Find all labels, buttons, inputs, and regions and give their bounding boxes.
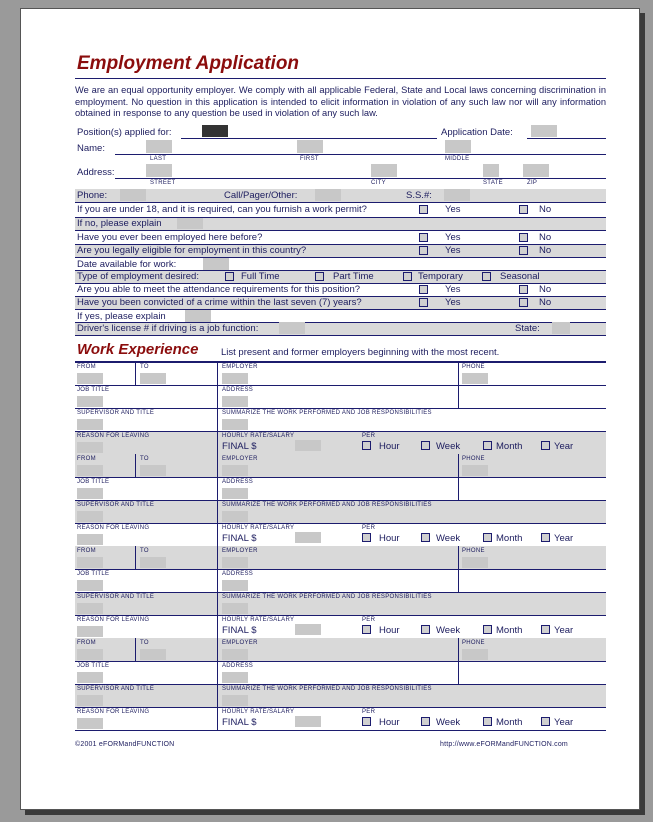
driver-rule (75, 335, 606, 336)
work-col-divider (458, 546, 459, 592)
to-label: TO (140, 456, 149, 462)
reason-label: REASON FOR LEAVING (77, 709, 150, 715)
rate-label: HOURLY RATE/SALARY (222, 709, 295, 715)
work-row-rule (75, 615, 606, 616)
week-label: Week (436, 717, 461, 728)
work-row-rule (75, 385, 606, 386)
month-label: Month (496, 625, 523, 636)
first-name-field[interactable] (297, 140, 323, 153)
employer-label: EMPLOYER (222, 548, 258, 554)
per-hour-checkbox[interactable] (362, 625, 371, 634)
to-field[interactable] (140, 373, 166, 384)
convicted-no-checkbox[interactable] (519, 298, 528, 307)
footer-copyright: ©2001 eFORMandFUNCTION (75, 741, 175, 748)
yes-label: Yes (445, 245, 461, 256)
no-label: No (539, 204, 552, 215)
week-label: Week (436, 533, 461, 544)
driver-label: Driver's license # if driving is a job function: (77, 323, 259, 334)
summarize-field[interactable] (222, 695, 248, 706)
date-avail-label: Date available for work: (77, 259, 177, 270)
month-label: Month (496, 441, 523, 452)
final-rate-field[interactable] (295, 532, 321, 543)
street-caption: STREET (150, 180, 176, 186)
work-row-rule (75, 477, 606, 478)
full-time-label: Full Time (241, 271, 280, 282)
work-col-divider (135, 546, 136, 569)
summarize-field[interactable] (222, 603, 248, 614)
footer-url[interactable]: http://www.eFORMandFUNCTION.com (440, 741, 568, 748)
address-line (115, 178, 606, 179)
job-title-label: JOB TITLE (77, 663, 110, 669)
q-work-permit: If you are under 18, and it is required, can you furnish a work permit? (77, 204, 367, 215)
work-heading: Work Experience (77, 341, 199, 358)
summarize-label: SUMMARIZE THE WORK PERFORMED AND JOB RESPONSIBILITIES (222, 502, 432, 508)
per-month-checkbox[interactable] (483, 533, 492, 542)
q-no-explain: If no, please explain (77, 218, 162, 229)
last-name-field[interactable] (146, 140, 172, 153)
work-row-rule (75, 408, 606, 409)
last-caption: LAST (150, 156, 167, 162)
per-hour-checkbox[interactable] (362, 533, 371, 542)
from-label: FROM (77, 456, 96, 462)
year-label: Year (554, 717, 574, 728)
per-label: PER (362, 709, 376, 715)
positions-label: Position(s) applied for: (77, 127, 172, 138)
per-year-checkbox[interactable] (541, 717, 550, 726)
work-permit-yes-checkbox[interactable] (419, 205, 428, 214)
work-col-divider (135, 454, 136, 477)
work-rule (75, 361, 606, 363)
work-row-shade (75, 431, 606, 454)
hour-label: Hour (379, 625, 400, 636)
job-title-label: JOB TITLE (77, 387, 110, 393)
employer-phone-field[interactable] (462, 465, 488, 476)
job-title-field[interactable] (77, 580, 103, 591)
supervisor-label: SUPERVISOR AND TITLE (77, 594, 155, 600)
to-label: TO (140, 640, 149, 646)
reason-field[interactable] (77, 626, 103, 637)
reason-label: REASON FOR LEAVING (77, 617, 150, 623)
per-week-checkbox[interactable] (421, 717, 430, 726)
from-label: FROM (77, 364, 96, 370)
supervisor-field[interactable] (77, 695, 103, 706)
q4-rule (75, 257, 606, 258)
first-caption: FIRST (300, 156, 319, 162)
state-caption: STATE (483, 180, 503, 186)
full-time-checkbox[interactable] (225, 272, 234, 281)
part-time-label: Part Time (333, 271, 374, 282)
employer-phone-field[interactable] (462, 557, 488, 568)
job-title-label: JOB TITLE (77, 479, 110, 485)
final-label: FINAL $ (222, 625, 257, 636)
per-label: PER (362, 525, 376, 531)
ssn-field[interactable] (444, 189, 470, 201)
phone-label: PHONE (462, 640, 485, 646)
yes-label: Yes (445, 284, 461, 295)
rate-label: HOURLY RATE/SALARY (222, 617, 295, 623)
work-row-rule (75, 523, 606, 524)
name-line (115, 154, 606, 155)
middle-caption: MIDDLE (445, 156, 470, 162)
work-col-divider (217, 638, 218, 730)
final-label: FINAL $ (222, 533, 257, 544)
address-label: ADDRESS (222, 663, 254, 669)
work-row-rule (75, 661, 606, 662)
eligible-no-checkbox[interactable] (519, 246, 528, 255)
work-row-rule (75, 730, 606, 731)
year-label: Year (554, 533, 574, 544)
hour-label: Hour (379, 533, 400, 544)
month-label: Month (496, 717, 523, 728)
yes-label: Yes (445, 232, 461, 243)
per-year-checkbox[interactable] (541, 441, 550, 450)
summarize-field[interactable] (222, 419, 248, 430)
employed-before-yes-checkbox[interactable] (419, 233, 428, 242)
work-row-rule (75, 569, 606, 570)
rate-label: HOURLY RATE/SALARY (222, 525, 295, 531)
address-label: Address: (77, 167, 115, 178)
hour-label: Hour (379, 717, 400, 728)
reason-label: REASON FOR LEAVING (77, 525, 150, 531)
to-label: TO (140, 364, 149, 370)
app-date-label: Application Date: (441, 127, 513, 138)
state-field[interactable] (483, 164, 499, 177)
intro-paragraph: We are an equal opportunity employer. We comply with all applicable Federal, State and Local laws concerning discrimination in employment. No question in this application is intended to elicit information in violation of any such law nor will any information obtained in response to any question be used in violation of any such law. (75, 85, 606, 118)
reason-label: REASON FOR LEAVING (77, 433, 150, 439)
reason-field[interactable] (77, 718, 103, 729)
employer-label: EMPLOYER (222, 364, 258, 370)
per-hour-checkbox[interactable] (362, 441, 371, 450)
week-label: Week (436, 625, 461, 636)
hour-label: Hour (379, 441, 400, 452)
city-field[interactable] (371, 164, 397, 177)
per-month-checkbox[interactable] (483, 717, 492, 726)
employer-field[interactable] (222, 465, 248, 476)
reason-field[interactable] (77, 534, 103, 545)
work-col-divider (217, 546, 218, 638)
app-date-field[interactable] (531, 125, 557, 137)
per-year-checkbox[interactable] (541, 625, 550, 634)
no-label: No (539, 232, 552, 243)
employer-phone-field[interactable] (462, 649, 488, 660)
work-row-rule (75, 431, 606, 432)
employer-address-field[interactable] (222, 396, 248, 407)
per-hour-checkbox[interactable] (362, 717, 371, 726)
year-label: Year (554, 441, 574, 452)
work-col-divider (217, 362, 218, 454)
phone-label: PHONE (462, 456, 485, 462)
from-label: FROM (77, 548, 96, 554)
final-rate-field[interactable] (295, 716, 321, 727)
q-attendance: Are you able to meet the attendance requirements for this position? (77, 284, 361, 295)
to-label: TO (140, 548, 149, 554)
employer-address-field[interactable] (222, 488, 248, 499)
yes-label: Yes (445, 204, 461, 215)
job-title-label: JOB TITLE (77, 571, 110, 577)
title-rule (75, 78, 606, 79)
name-label: Name: (77, 143, 105, 154)
if-yes-field[interactable] (185, 310, 211, 322)
part-time-checkbox[interactable] (315, 272, 324, 281)
attendance-no-checkbox[interactable] (519, 285, 528, 294)
employer-address-field[interactable] (222, 672, 248, 683)
phone-label: PHONE (462, 548, 485, 554)
work-col-divider (458, 454, 459, 500)
q-convicted: Have you been convicted of a crime within the last seven (7) years? (77, 297, 362, 308)
work-row-blank (75, 385, 606, 408)
work-col-divider (135, 362, 136, 385)
driver-state-field[interactable] (552, 322, 570, 334)
address-label: ADDRESS (222, 571, 254, 577)
attendance-yes-checkbox[interactable] (419, 285, 428, 294)
work-row-rule (75, 592, 606, 593)
work-row-rule (75, 707, 606, 708)
work-col-divider (458, 362, 459, 408)
final-rate-field[interactable] (295, 440, 321, 451)
from-field[interactable] (77, 373, 103, 384)
state-label: State: (515, 323, 540, 334)
work-col-divider (458, 638, 459, 684)
form-page (20, 8, 640, 810)
to-field[interactable] (140, 649, 166, 660)
type-emp-label: Type of employment desired: (77, 271, 199, 282)
per-label: PER (362, 617, 376, 623)
per-label: PER (362, 433, 376, 439)
q2-rule (75, 230, 606, 231)
seasonal-checkbox[interactable] (482, 272, 491, 281)
supervisor-field[interactable] (77, 511, 103, 522)
to-field[interactable] (140, 557, 166, 568)
call-label: Call/Pager/Other: (224, 190, 298, 201)
employed-before-no-checkbox[interactable] (519, 233, 528, 242)
supervisor-label: SUPERVISOR AND TITLE (77, 410, 155, 416)
rate-label: HOURLY RATE/SALARY (222, 433, 295, 439)
summarize-field[interactable] (222, 511, 248, 522)
summarize-label: SUMMARIZE THE WORK PERFORMED AND JOB RESPONSIBILITIES (222, 686, 432, 692)
seasonal-label: Seasonal (500, 271, 540, 282)
from-label: FROM (77, 640, 96, 646)
job-title-field[interactable] (77, 672, 103, 683)
from-field[interactable] (77, 465, 103, 476)
no-label: No (539, 284, 552, 295)
zip-caption: ZIP (527, 180, 538, 186)
phone-label: PHONE (462, 364, 485, 370)
summarize-label: SUMMARIZE THE WORK PERFORMED AND JOB RESPONSIBILITIES (222, 594, 432, 600)
street-field[interactable] (146, 164, 172, 177)
yes-label: Yes (445, 297, 461, 308)
work-col-divider (135, 638, 136, 661)
temporary-label: Temporary (418, 271, 463, 282)
address-label: ADDRESS (222, 387, 254, 393)
app-date-line (527, 138, 606, 139)
phone-rule (75, 202, 606, 203)
positions-field[interactable] (202, 125, 228, 137)
per-month-checkbox[interactable] (483, 625, 492, 634)
employer-field[interactable] (222, 373, 248, 384)
phone-field[interactable] (120, 189, 146, 201)
page-title: Employment Application (77, 53, 300, 74)
from-field[interactable] (77, 557, 103, 568)
work-permit-no-checkbox[interactable] (519, 205, 528, 214)
work-row-rule (75, 684, 606, 685)
per-week-checkbox[interactable] (421, 441, 430, 450)
job-title-field[interactable] (77, 488, 103, 499)
reason-field[interactable] (77, 442, 103, 453)
employer-field[interactable] (222, 557, 248, 568)
employer-field[interactable] (222, 649, 248, 660)
q-legally-eligible: Are you legally eligible for employment in this country? (77, 245, 307, 256)
to-field[interactable] (140, 465, 166, 476)
per-month-checkbox[interactable] (483, 441, 492, 450)
job-title-field[interactable] (77, 396, 103, 407)
call-field[interactable] (315, 189, 341, 201)
employer-label: EMPLOYER (222, 456, 258, 462)
work-instruction: List present and former employers beginning with the most recent. (221, 347, 500, 358)
q6-rule (75, 309, 606, 310)
year-label: Year (554, 625, 574, 636)
address-label: ADDRESS (222, 479, 254, 485)
summarize-label: SUMMARIZE THE WORK PERFORMED AND JOB RESPONSIBILITIES (222, 410, 432, 416)
supervisor-label: SUPERVISOR AND TITLE (77, 502, 155, 508)
zip-field[interactable] (523, 164, 549, 177)
per-year-checkbox[interactable] (541, 533, 550, 542)
driver-field[interactable] (279, 322, 305, 334)
final-label: FINAL $ (222, 441, 257, 452)
week-label: Week (436, 441, 461, 452)
q-employed-before: Have you ever been employed here before? (77, 232, 263, 243)
phone-label: Phone: (77, 190, 108, 201)
positions-line (181, 138, 437, 139)
no-label: No (539, 245, 552, 256)
per-week-checkbox[interactable] (421, 625, 430, 634)
final-label: FINAL $ (222, 717, 257, 728)
middle-name-field[interactable] (445, 140, 471, 153)
final-rate-field[interactable] (295, 624, 321, 635)
month-label: Month (496, 533, 523, 544)
work-row-rule (75, 500, 606, 501)
employer-address-field[interactable] (222, 580, 248, 591)
from-field[interactable] (77, 649, 103, 660)
work-col-divider (217, 454, 218, 546)
no-explain-field[interactable] (177, 218, 203, 229)
supervisor-field[interactable] (77, 603, 103, 614)
temporary-checkbox[interactable] (403, 272, 412, 281)
employer-label: EMPLOYER (222, 640, 258, 646)
supervisor-label: SUPERVISOR AND TITLE (77, 686, 155, 692)
employer-phone-field[interactable] (462, 373, 488, 384)
date-avail-field[interactable] (203, 258, 229, 270)
no-label: No (539, 297, 552, 308)
if-yes-label: If yes, please explain (77, 311, 166, 322)
city-caption: CITY (371, 180, 386, 186)
convicted-yes-checkbox[interactable] (419, 298, 428, 307)
supervisor-field[interactable] (77, 419, 103, 430)
per-week-checkbox[interactable] (421, 533, 430, 542)
ssn-label: S.S.#: (406, 190, 432, 201)
eligible-yes-checkbox[interactable] (419, 246, 428, 255)
